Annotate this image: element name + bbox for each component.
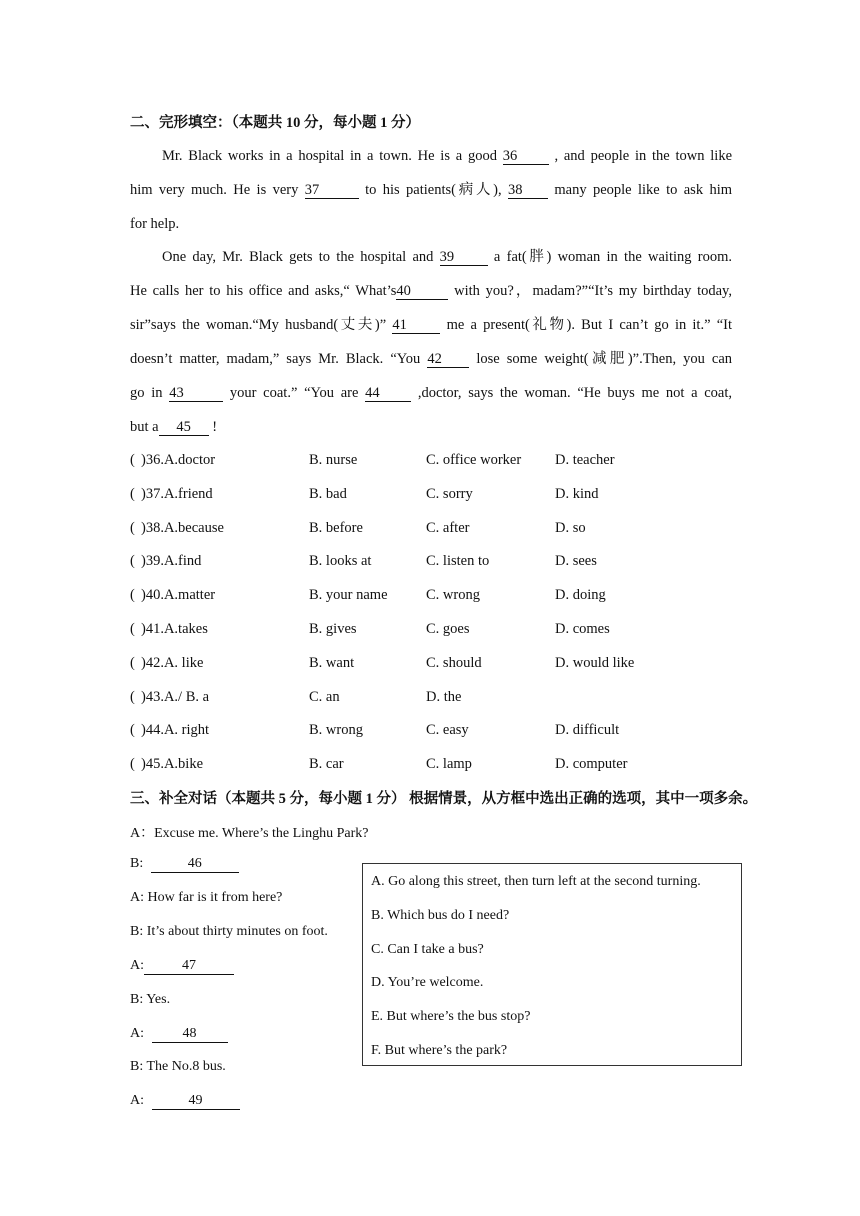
speaker-label: B:	[130, 856, 144, 871]
answer-paren[interactable]: (	[130, 587, 135, 604]
blank-40[interactable]: 40	[396, 283, 448, 300]
text-span: to his patients(病人),	[365, 182, 502, 198]
text-span: , and people in the town like	[554, 148, 733, 164]
text-span: lose some weight(减肥)”.Then, you can	[476, 351, 733, 367]
blank-49[interactable]: 49	[152, 1093, 240, 1110]
question-option-b: B. looks at	[309, 553, 372, 570]
text-span: One day, Mr. Black gets to the hospital and	[162, 249, 434, 265]
text-span: but a	[130, 419, 159, 435]
question-option-a: )42.A. like	[141, 654, 204, 671]
dialog-line: A: How far is it from here?	[130, 890, 283, 905]
question-option-a: )44.A. right	[141, 722, 210, 739]
text-line	[130, 381, 732, 415]
question-option-c: C. lamp	[426, 756, 472, 773]
blank-43[interactable]: 43	[169, 385, 223, 402]
blank-37[interactable]: 37	[305, 182, 359, 199]
cloze-paragraph-2	[130, 245, 732, 449]
question-option-d: D. so	[555, 519, 586, 536]
answer-paren[interactable]: (	[130, 485, 135, 502]
blank-47[interactable]: 47	[144, 958, 234, 975]
text-span: him very much. He is very	[130, 182, 299, 198]
answer-paren[interactable]: (	[130, 553, 135, 570]
text-span: with you?，madam?”“It’s my birthday today,	[454, 283, 732, 299]
question-option-d: D. computer	[555, 756, 628, 773]
text-line	[130, 178, 732, 212]
dialog-line: B: It’s about thirty minutes on foot.	[130, 924, 328, 939]
text-line	[130, 279, 732, 313]
speaker-label: A:	[130, 1026, 144, 1041]
question-option-c: C. listen to	[426, 553, 490, 570]
section2-heading: 二、完形填空：（本题共 10 分，每小题 1 分）	[130, 115, 420, 131]
question-option-d: D. kind	[555, 485, 599, 502]
question-option-d: D. sees	[555, 553, 597, 570]
dialog-line: B: Yes.	[130, 992, 171, 1007]
text-line	[130, 347, 732, 381]
dialog-line	[130, 958, 234, 975]
option-b: B. Which bus do I need?	[371, 908, 510, 923]
text-span: for help.	[130, 216, 180, 232]
text-span: He calls her to his office and asks,“ What’s	[130, 283, 397, 299]
blank-38[interactable]: 38	[508, 182, 548, 199]
options-box	[362, 863, 742, 1066]
answer-paren[interactable]: (	[130, 519, 135, 536]
question-option-a: )38.A.because	[141, 519, 224, 536]
text-span: a fat(胖) woman in the waiting room.	[493, 249, 733, 265]
answer-paren[interactable]: (	[130, 621, 135, 637]
question-option-c: C. office worker	[426, 452, 522, 468]
question-option-d: D. difficult	[555, 722, 620, 739]
blank-41[interactable]: 41	[392, 317, 440, 334]
text-span: doesn’t matter, madam,” says Mr. Black. “You	[130, 351, 421, 367]
text-span: many people like to ask him	[554, 182, 733, 198]
question-option-b: B. your name	[309, 587, 388, 604]
option-d: D. You’re welcome.	[371, 975, 484, 990]
answer-paren[interactable]: (	[130, 756, 135, 773]
question-option-d: D. comes	[555, 621, 610, 637]
option-e: E. But where’s the bus stop?	[371, 1009, 531, 1024]
text-line	[130, 212, 732, 246]
question-option-d: D. doing	[555, 587, 606, 604]
cloze-paragraph-1	[130, 144, 732, 246]
question-option-b: B. nurse	[309, 452, 358, 468]
question-option-c: C. wrong	[426, 587, 480, 604]
text-line	[130, 144, 732, 178]
question-option-a: )43.A./ B. a	[141, 688, 210, 705]
blank-48[interactable]: 48	[152, 1026, 228, 1043]
answer-paren[interactable]: (	[130, 722, 135, 739]
question-option-a: )45.A.bike	[141, 756, 204, 773]
dialog-line	[130, 1093, 240, 1110]
blank-46[interactable]: 46	[151, 856, 239, 873]
question-option-a: )40.A.matter	[141, 587, 216, 604]
text-line	[130, 245, 732, 279]
question-option-d: D. would like	[555, 654, 635, 671]
question-option-c: C. after	[426, 519, 470, 536]
question-option-c: C. easy	[426, 722, 469, 739]
question-option-c: C. goes	[426, 621, 470, 637]
question-option-c: C. sorry	[426, 485, 473, 502]
text-span: ,doctor, says the woman. “He buys me not a coat,	[417, 385, 733, 401]
question-option-c: C. should	[426, 654, 482, 671]
blank-45[interactable]: 45	[159, 419, 209, 436]
answer-paren[interactable]: (	[130, 452, 135, 468]
text-line	[130, 415, 732, 449]
question-option-a: )39.A.find	[141, 553, 202, 570]
question-option-b: B. bad	[309, 485, 347, 502]
option-c: C. Can I take a bus?	[371, 942, 484, 957]
dialog-line	[130, 1026, 228, 1043]
speaker-label: A:	[130, 958, 144, 973]
text-span: !	[212, 419, 218, 435]
section3-heading: 三、补全对话（本题共 5 分，每小题 1 分） 根据情景，从方框中选出正确的选项，其中一项多余。	[130, 791, 758, 807]
text-span: sir”says the woman.“My husband(丈夫)”	[130, 317, 387, 333]
blank-36[interactable]: 36	[503, 148, 549, 165]
answer-paren[interactable]: (	[130, 688, 135, 705]
question-option-d: D. teacher	[555, 452, 615, 468]
question-option-a: )37.A.friend	[141, 485, 213, 502]
option-f: F. But where’s the park?	[371, 1043, 508, 1058]
question-option-b: B. before	[309, 519, 363, 536]
text-span: Mr. Black works in a hospital in a town. He is a good	[162, 148, 497, 164]
blank-42[interactable]: 42	[427, 351, 469, 368]
option-a: A. Go along this street, then turn left at the second turning.	[371, 874, 701, 889]
question-option-b: B. want	[309, 654, 355, 671]
question-option-a: )41.A.takes	[141, 621, 208, 637]
question-option-b: B. car	[309, 756, 344, 773]
text-span: your coat.” “You are	[229, 385, 359, 401]
question-option-b: B. gives	[309, 621, 357, 637]
blank-39[interactable]: 39	[440, 249, 488, 266]
question-option-c: D. the	[426, 688, 462, 705]
question-option-b: B. wrong	[309, 722, 363, 739]
text-span: me a present(礼物). But I can’t go in it.” “It	[446, 317, 733, 333]
dialog-line	[130, 856, 239, 873]
speaker-label: A:	[130, 1093, 144, 1108]
dialog-line: B: The No.8 bus.	[130, 1059, 226, 1074]
question-option-a: )36.A.doctor	[141, 452, 216, 468]
blank-44[interactable]: 44	[365, 385, 411, 402]
text-line	[130, 313, 732, 347]
dialog-line: A：Excuse me. Where’s the Linghu Park?	[130, 826, 369, 841]
question-option-b: C. an	[309, 688, 340, 705]
answer-paren[interactable]: (	[130, 654, 135, 671]
text-span: go in	[130, 385, 163, 401]
